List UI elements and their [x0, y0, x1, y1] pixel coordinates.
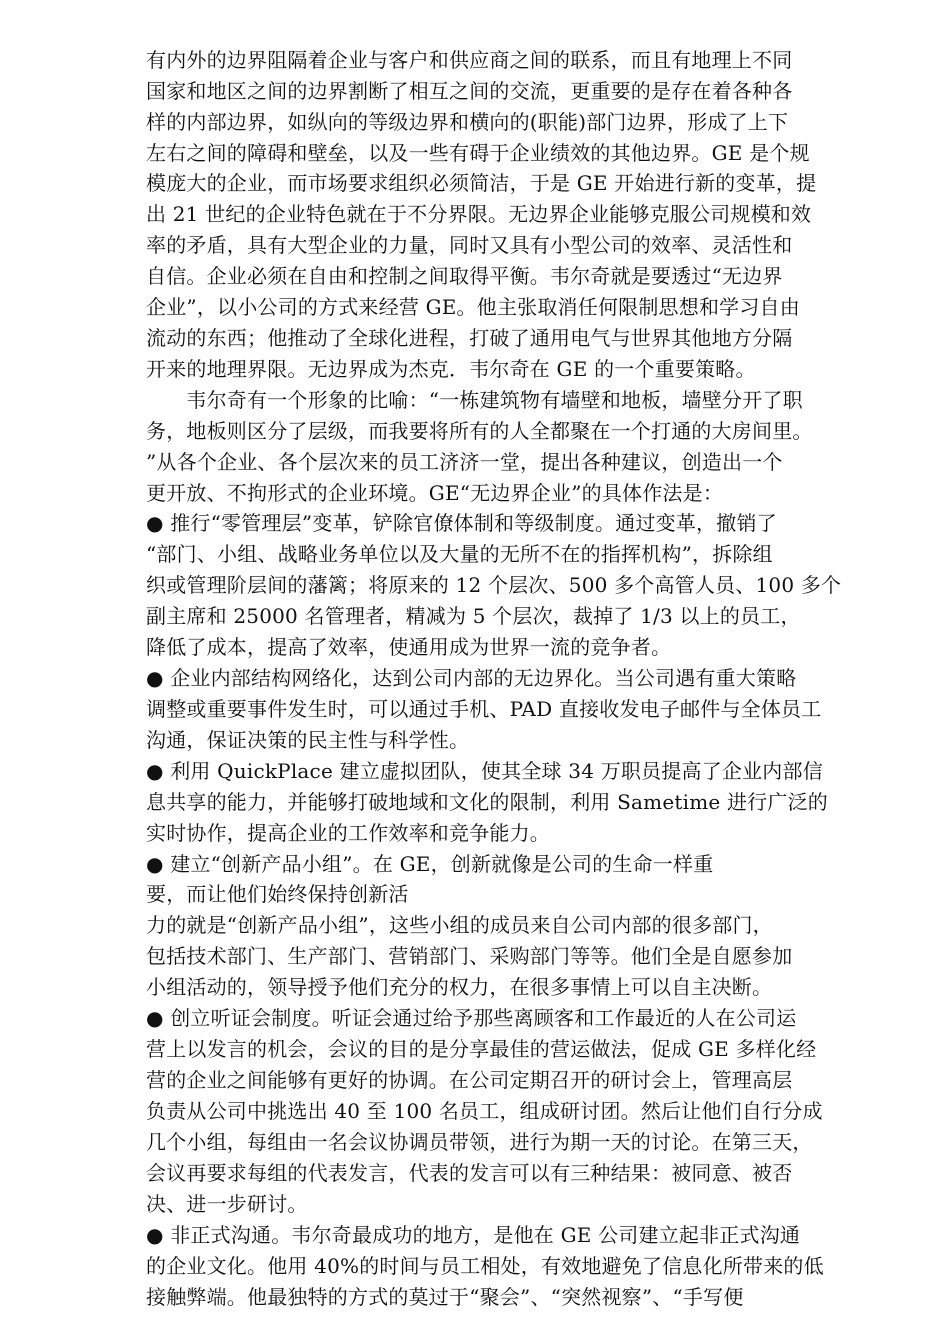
text-line: 几个小组，每组由一名会议协调员带领，进行为期一天的讨论。在第三天， [146, 1130, 813, 1154]
text-line: 的企业文化。他用 40%的时间与员工相处，有效地避免了信息化所带来的低 [146, 1254, 824, 1278]
text-line: ”从各个企业、各个层次来的员工济济一堂，提出各种建议，创造出一个 [146, 450, 783, 474]
text-line: 小组活动的，领导授予他们充分的权力，在很多事情上可以自主决断。 [146, 975, 773, 999]
text-line: 力的就是“创新产品小组”，这些小组的成员来自公司内部的很多部门， [146, 913, 773, 937]
text-line: 负责从公司中挑选出 40 至 100 名员工，组成研讨团。然后让他们自行分成 [146, 1099, 823, 1123]
text-line: 模庞大的企业，而市场要求组织必须简洁，于是 GE 开始进行新的变革，提 [146, 171, 817, 195]
text-line: 要，而让他们始终保持创新活 [146, 882, 409, 906]
text-line: 织或管理阶层间的藩篱；将原来的 12 个层次、500 多个高管人员、100 多个 [146, 573, 842, 597]
text-line: 实时协作，提高企业的工作效率和竞争能力。 [146, 821, 550, 845]
text-line: 务，地板则区分了层级，而我要将所有的人全都聚在一个打通的大房间里。 [146, 419, 813, 443]
text-line: 降低了成本，提高了效率，使通用成为世界一流的竞争者。 [146, 635, 672, 659]
text-line: ● 建立“创新产品小组”。在 GE，创新就像是公司的生命一样重 [146, 852, 714, 876]
text-line: ● 利用 QuickPlace 建立虚拟团队，使其全球 34 万职员提高了企业内部信 [146, 759, 823, 783]
text-line: 样的内部边界，如纵向的等级边界和横向的(职能)部门边界，形成了上下 [146, 110, 789, 134]
text-line: 有内外的边界阻隔着企业与客户和供应商之间的联系，而且有地理上不同 [146, 48, 793, 72]
text-line: 营的企业之间能够有更好的协调。在公司定期召开的研讨会上，管理高层 [146, 1068, 793, 1092]
text-line: 更开放、不拘形式的企业环境。GE“无边界企业”的具体作法是： [146, 481, 724, 505]
text-line: 流动的东西；他推动了全球化进程，打破了通用电气与世界其他地方分隔 [146, 326, 793, 350]
text-line: 企业”，以小公司的方式来经营 GE。他主张取消任何限制思想和学习自由 [146, 295, 800, 319]
text-line: 左右之间的障碍和壁垒，以及一些有碍于企业绩效的其他边界。GE 是个规 [146, 141, 810, 165]
text-line: 决、进一步研讨。 [146, 1192, 308, 1216]
text-line: ● 非正式沟通。韦尔奇最成功的地方，是他在 GE 公司建立起非正式沟通 [146, 1223, 801, 1247]
text-line: 调整或重要事件发生时，可以通过手机、PAD 直接收发电子邮件与全体员工 [146, 697, 822, 721]
text-line: 国家和地区之间的边界割断了相互之间的交流，更重要的是存在着各种各 [146, 79, 793, 103]
text-line: ● 推行“零管理层”变革，铲除官僚体制和等级制度。通过变革，撤销了 [146, 511, 777, 535]
text-line: 出 21 世纪的企业特色就在于不分界限。无边界企业能够克服公司规模和效 [146, 202, 812, 226]
text-line: 韦尔奇有一个形象的比喻：“一栋建筑物有墙壁和地板，墙壁分开了职 [146, 388, 803, 412]
text-line: 包括技术部门、生产部门、营销部门、采购部门等等。他们全是自愿参加 [146, 944, 793, 968]
text-line: 自信。企业必须在自由和控制之间取得平衡。韦尔奇就是要透过“无边界 [146, 264, 783, 288]
text-line: ● 企业内部结构网络化，达到公司内部的无边界化。当公司遇有重大策略 [146, 666, 797, 690]
text-line: 率的矛盾，具有大型企业的力量，同时又具有小型公司的效率、灵活性和 [146, 233, 793, 257]
text-line: “部门、小组、战略业务单位以及大量的无所不在的指挥机构”，拆除组 [146, 542, 773, 566]
text-line: 会议再要求每组的代表发言，代表的发言可以有三种结果：被同意、被否 [146, 1161, 793, 1185]
text-line: 接触弊端。他最独特的方式的莫过于“聚会”、“突然视察”、“手写便 [146, 1285, 744, 1309]
text-line: 息共享的能力，并能够打破地域和文化的限制，利用 Sametime 进行广泛的 [146, 790, 828, 814]
text-line: 沟通，保证决策的民主性与科学性。 [146, 728, 470, 752]
text-line: 开来的地理界限。无边界成为杰克．韦尔奇在 GE 的一个重要策略。 [146, 357, 756, 381]
text-line: 营上以发言的机会，会议的目的是分享最佳的营运做法，促成 GE 多样化经 [146, 1037, 817, 1061]
text-line: 副主席和 25000 名管理者，精减为 5 个层次，裁掉了 1/3 以上的员工， [146, 604, 801, 628]
text-line: ● 创立听证会制度。听证会通过给予那些离顾客和工作最近的人在公司运 [146, 1006, 797, 1030]
